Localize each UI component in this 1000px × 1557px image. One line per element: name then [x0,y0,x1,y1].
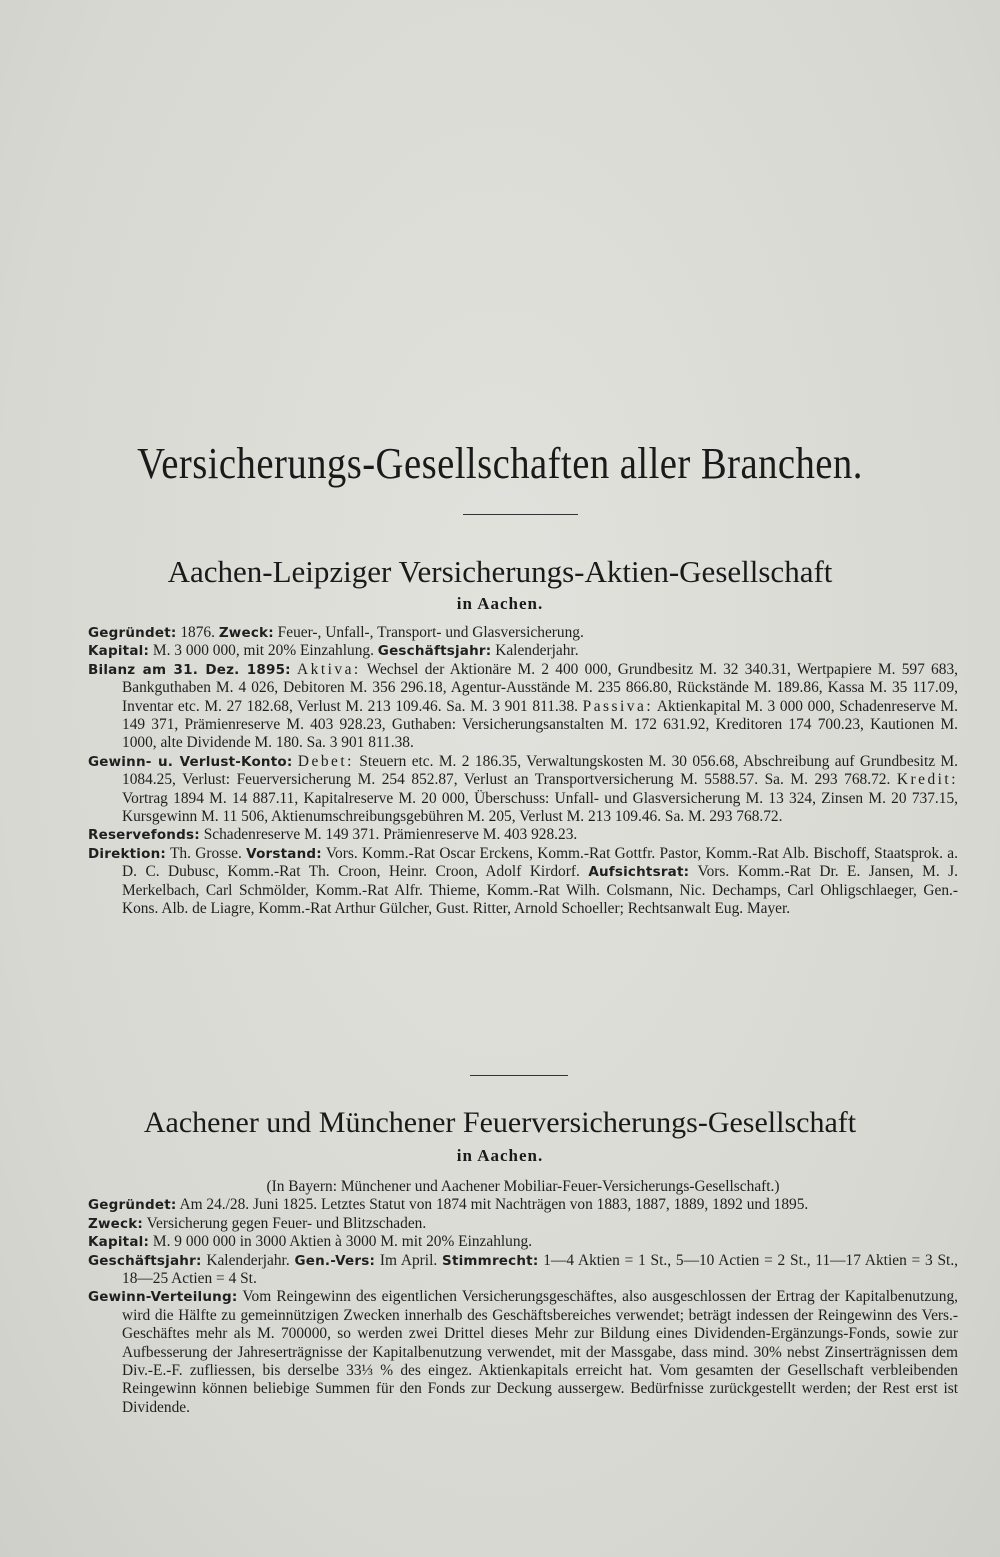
company-2-location [0,1146,1000,1166]
company-1-capital-line: Kapital: M. 3 000 000, mit 20% Einzahlung. Geschäftsjahr: Kalenderjahr. [88,642,579,660]
company-1-entry [88,624,958,919]
company-2-entry [88,1178,958,1417]
company-1-name: Aachen-Leipziger Versicherungs-Aktien-Gesellschaft [167,554,833,589]
company-1-location-text: in Aachen. [456,594,544,613]
section-divider [463,514,578,515]
company-1-balance-sheet: Bilanz am 31. Dez. 1895: Aktiva: Wechsel der Aktionäre M. 2 400 000, Grundbesitz M. 32 340.31, Wertpapiere M. 597 683, Bankguthaben M. 4 026, Debitoren M. 356 296.18, Agentur-Ausstände M. 235 866.80, Rückstände M. 189.86, Kassa M. 35 117.09, Inventar etc. M. 27 182.68, Verlust M. 213 109.46. Sa. M. 3 901 811.38. Passiva: Aktienkapital M. 3 000 000, Schadenreserve M. 149 371, Prämienreserve M. 403 928.23, Guthaben: Versicherungsanstalten M. 172 631.92, Kreditoren 174 700.23, Kautionen M. 1000, alte Dividende M. 180. Sa. 3 901 811.38. [88,660,958,752]
company-2-founding: Gegründet: Am 24./28. Juni 1825. Letztes Statut von 1874 mit Nachträgen von 1883, 1887, 1889, 1892 und 1895. [88,1196,809,1214]
company-1-profit-loss: Gewinn- u. Verlust-Konto: Debet: Steuern etc. M. 2 186.35, Verwaltungskosten M. 30 056.68, Abschreibung auf Grundbesitz M. 1084.25, Verlust: Feuerversicherung M. 254 852.87, Verlust an Transportversicherung M. 5588.57. Sa. M. 293 768.72. Kredit: Vortrag 1894 M. 14 887.11, Kapitalreserve M. 20 000, Überschuss: Unfall- und Glasversicherung M. 13 324, Zinsen M. 20 737.15, Kursgewinn M. 11 506, Aktienumschreibungsgebühren M. 205, Verlust M. 213 109.46. Sa. M. 293 768.72. [88,752,958,826]
company-2-capital: Kapital: M. 9 000 000 in 3000 Aktien à 3000 M. mit 20% Einzahlung. [88,1233,533,1251]
company-2-location-text: in Aachen. [456,1146,544,1165]
company-2-business-year: Geschäftsjahr: Kalenderjahr. Gen.-Vers: Im April. Stimmrecht: 1—4 Aktien = 1 St., 5—10 Actien = 2 St., 11—17 Aktien = 3 St., 18—25 Actien = 4 St. [88,1251,959,1288]
company-2-purpose: Zweck: Versicherung gegen Feuer- und Blitzschaden. [88,1214,427,1232]
section-title: Versicherungs-Gesellschaften aller Branchen. [137,439,863,488]
company-1-location [0,594,1000,614]
company-1-founding-line: Gegründet: 1876. Zweck: Feuer-, Unfall-, Transport- und Glasversicherung. [88,624,584,641]
company-divider [470,1075,568,1076]
company-2-profit-distribution: Gewinn-Verteilung: Vom Reingewinn des eigentlichen Versicherungsgeschäftes, also ausgeschlossen der Ertrag der Kapitalbenutzung, wird die Hälfte zu gemeinnützigen Zwecken innerhalb des Geschäftsbereiches verwendet; beträgt indessen der Reingewinn des Vers.-Geschäftes mehr als M. 700000, so werden zwei Drittel dieses Mehr zur Bildung eines Dividenden-Ergänzungs-Fonds, sowie zur Aufbesserung der Jahreserträgnisse der Kapitalbenutzung verwendet, mit der Massgabe, dass mind. 30% nebst Zinserträgnissen dem Div.-E.-F. zufliessen, bis derselbe 33⅓ % des eingez. Aktienkapitals erreicht hat. Vom gesamten der Gesellschaft verbleibenden Reingewinn können beliebige Summen für den Fonds zur Deckung aussergew. Bedürfnisse zurückgestellt werden; der Rest erst ist Dividende. [88,1288,958,1416]
company-1-reserve-fund: Reservefonds: Schadenreserve M. 149 371. Prämienreserve M. 403 928.23. [88,826,578,844]
company-2-note: (In Bayern: Münchener und Aachener Mobiliar-Feuer-Versicherungs-Gesellschaft.) [266,1178,780,1195]
company-2-name: Aachener und Münchener Feuerversicherungs-Gesellschaft [143,1106,857,1139]
company-1-management: Direktion: Th. Grosse. Vorstand: Vors. Komm.-Rat Oscar Erckens, Komm.-Rat Gottfr. Pastor, Komm.-Rat Alb. Bischoff, Staatsprok. a. D. C. Dubusc, Komm.-Rat Th. Croon, Heinr. Croon, Adolf Kirdorf. Aufsichtsrat: Vors. Komm.-Rat Dr. E. Jansen, M. J. Merkelbach, Carl Schmölder, Komm.-Rat Alfr. Thieme, Komm.-Rat Wilh. Colsmann, Nic. Dechamps, Carl Ohligschlaeger, Gen.-Kons. Alb. de Liagre, Komm.-Rat Arthur Gülcher, Gust. Ritter, Arnold Schoeller; Rechtsanwalt Eug. Mayer. [88,844,958,918]
